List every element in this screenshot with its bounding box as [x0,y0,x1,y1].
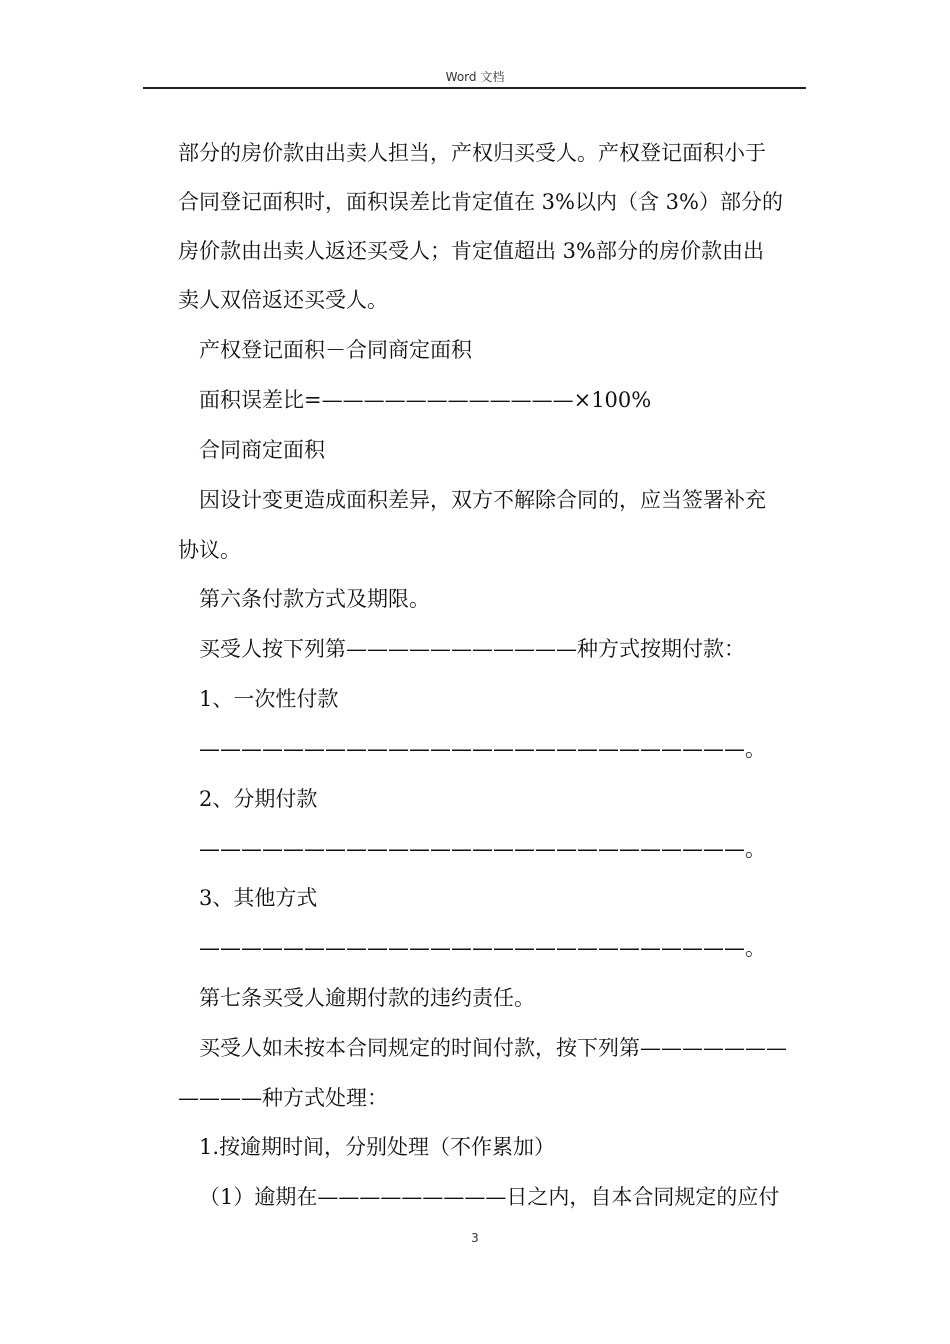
blank-line: ——————————————————————————。 [199,837,766,861]
section-heading: 第六条付款方式及期限。 [199,587,430,611]
document-header: Word 文档 [445,70,505,84]
header-divider [143,87,806,89]
formula-numerator: 产权登记面积－合同商定面积 [199,338,472,362]
list-item: 1、一次性付款 [199,687,339,711]
body-line: 卖人双倍返还买受人。 [178,288,388,312]
body-line: 部分的房价款由出卖人担当，产权归买受人。产权登记面积小于 [178,141,766,165]
section-heading: 第七条买受人逾期付款的违约责任。 [199,986,535,1010]
list-item: 2、分期付款 [199,787,318,811]
body-line: 合同登记面积时，面积误差比肯定值在 3%以内（含 3%）部分的 [178,190,783,214]
body-line: ————种方式处理： [178,1086,388,1110]
body-line: 协议。 [178,538,241,562]
blank-line: ——————————————————————————。 [199,936,766,960]
formula-denominator: 合同商定面积 [199,438,325,462]
formula-line: 面积误差比=————————————×100% [199,388,652,412]
list-item: 3、其他方式 [199,886,318,910]
body-line: 1.按逾期时间，分别处理（不作累加） [199,1135,556,1159]
body-line: （1）逾期在—————————日之内，自本合同规定的应付 [199,1185,780,1209]
page-number: 3 [471,1231,479,1245]
body-line: 买受人如未按本合同规定的时间付款，按下列第——————— [199,1036,787,1060]
body-line: 房价款由出卖人返还买受人；肯定值超出 3%部分的房价款由出 [178,239,764,263]
body-line: 买受人按下列第———————————种方式按期付款： [199,637,745,661]
blank-line: ——————————————————————————。 [199,737,766,761]
body-line: 因设计变更造成面积差异，双方不解除合同的，应当签署补充 [199,488,766,512]
